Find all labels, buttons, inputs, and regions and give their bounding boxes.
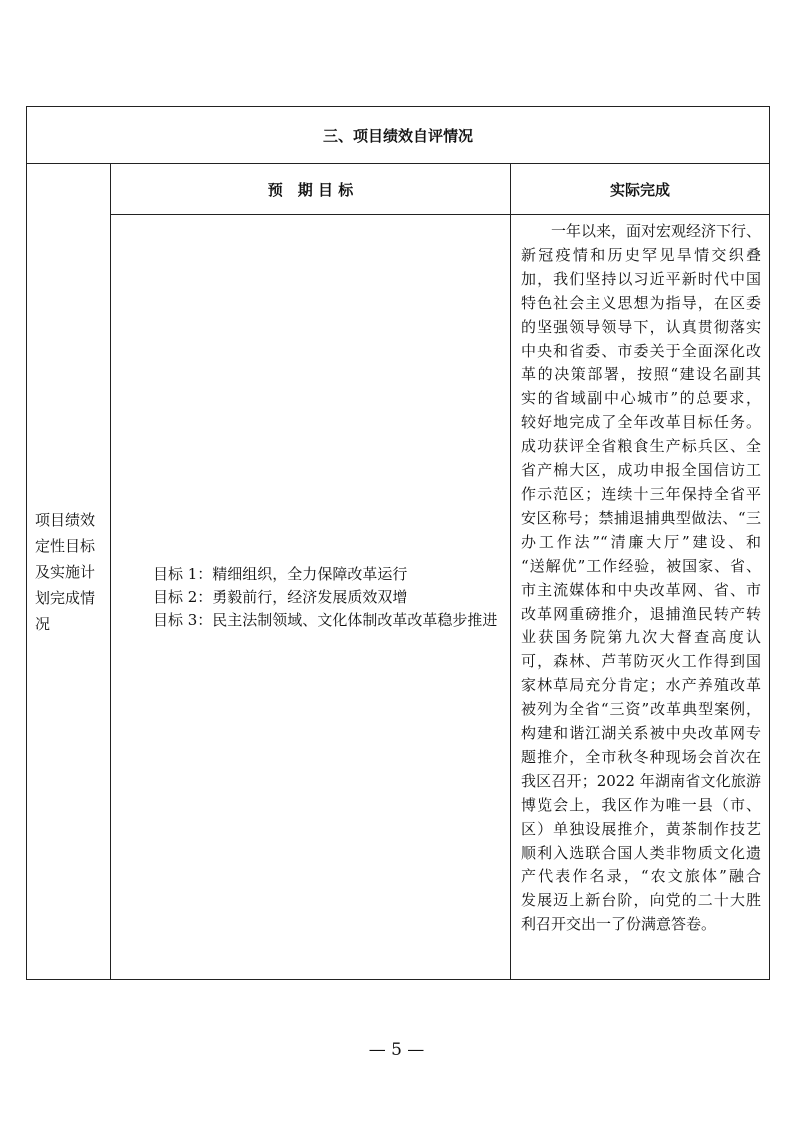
actual-line: 家林草局充分肯定；水产养殖改革 (521, 676, 762, 695)
expected-goals-header: 预 期 目 标 (111, 164, 511, 215)
actual-line: 较好地完成了全年改革目标任务。 (521, 413, 762, 432)
actual-line: 利召开交出一了份满意答卷。 (521, 915, 717, 934)
self-evaluation-table (26, 106, 770, 980)
actual-completion-text (511, 215, 770, 980)
actual-line: 一年以来，面对宏观经济下行、 (521, 222, 762, 240)
page-number: — 5 — (368, 1040, 425, 1060)
actual-line: 构建和谐江湖关系被中央改革网专 (521, 724, 762, 743)
actual-line: 安区称号；禁捕退捕典型做法、“三 (521, 508, 762, 527)
actual-line: 题推介，全市秋冬种现场会首次在 (521, 747, 762, 766)
goals-cell (111, 215, 511, 980)
actual-line: 实的省域副中心城市”的总要求， (521, 389, 762, 408)
actual-line: “送解优”工作经验，被国家、省、 (521, 556, 762, 575)
actual-line: 作示范区；连续十三年保持全省平 (521, 484, 762, 503)
actual-line: 革的决策部署，按照“建设名副其 (521, 365, 762, 384)
actual-line: 产代表作名录，“农文旅体”融合 (521, 867, 762, 886)
row-label: 项目绩效定性目标及实施计划完成情况 (27, 164, 111, 980)
goal-2: 目标 2：勇毅前行，经济发展质效双增 (153, 587, 408, 606)
actual-line: 市主流媒体和中央改革网、省、市 (521, 580, 762, 599)
actual-line: 加，我们坚持以习近平新时代中国 (521, 269, 762, 288)
actual-line: 新冠疫情和历史罕见旱情交织叠 (521, 245, 762, 264)
actual-line: 业获国务院第九次大督查高度认 (521, 628, 762, 647)
goal-3: 目标 3：民主法制领域、文化体制改革改革稳步推进 (153, 610, 498, 629)
actual-line: 博览会上，我区作为唯一县（市、 (521, 795, 762, 814)
actual-line: 我区召开；2022 年湖南省文化旅游 (521, 771, 762, 790)
goal-1: 目标 1：精细组织，全力保障改革运行 (153, 564, 408, 583)
section-title: 三、项目绩效自评情况 (27, 107, 770, 164)
actual-completion-header: 实际完成 (511, 164, 770, 215)
actual-line: 顺利入选联合国人类非物质文化遗 (521, 843, 762, 862)
actual-line: 被列为全省“三资”改革典型案例， (521, 700, 762, 719)
actual-line: 的坚强领导领导下，认真贯彻落实 (521, 317, 762, 336)
actual-line: 发展迈上新台阶，向党的二十大胜 (521, 891, 762, 910)
actual-line: 可，森林、芦苇防灭火工作得到国 (521, 652, 762, 671)
actual-line: 办工作法”“清廉大厅”建设、和 (521, 532, 762, 551)
actual-line: 改革网重磅推介，退捕渔民转产转 (521, 604, 762, 623)
actual-line: 中央和省委、市委关于全面深化改 (521, 341, 762, 360)
actual-line: 区）单独设展推介，黄茶制作技艺 (521, 819, 762, 838)
actual-line: 省产棉大区，成功申报全国信访工 (521, 461, 762, 480)
actual-line: 特色社会主义思想为指导，在区委 (521, 293, 762, 312)
actual-line: 成功获评全省粮食生产标兵区、全 (521, 437, 762, 456)
